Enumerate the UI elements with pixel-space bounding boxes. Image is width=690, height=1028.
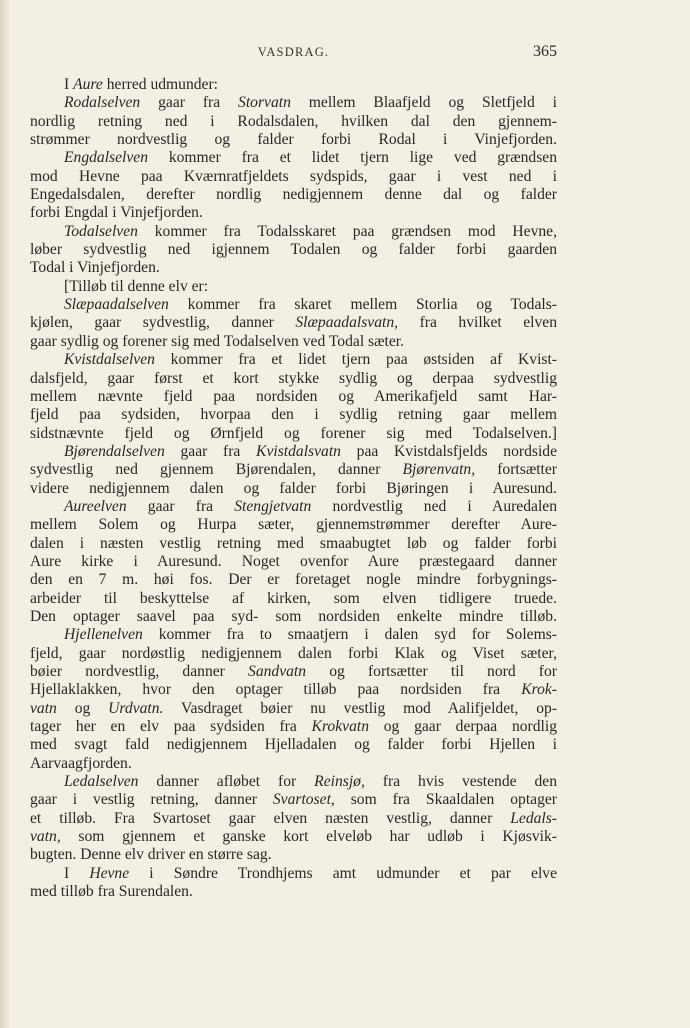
text-line: arbeider til beskyttelse af kirken, som elven tidligere truede.: [30, 589, 557, 607]
text-line: kjølen, gaar sydvestlig, danner Slæpaadalsvatn, fra hvilket elven: [30, 314, 557, 332]
text-line: den en 7 m. høi fos. Der er foretaget nogle mindre forbygnings-: [30, 571, 557, 589]
text-line: med svagt fald nedigjennem Hjelladalen og falder forbi Hjellen i: [30, 736, 557, 754]
paragraph: [30, 865, 557, 902]
text-line: videre nedigjennem dalen og falder forbi Bjøringen i Auresund.: [30, 479, 557, 497]
text-line: Slæpaadalselven kommer fra skaret mellem Storlia og Todals-: [64, 296, 557, 314]
text-line: med tilløb fra Surendalen.: [30, 883, 193, 901]
text-line: Aureelven gaar fra Stengjetvatn nordvestlig ned i Auredalen: [64, 497, 557, 515]
paragraph: [30, 351, 557, 443]
text-line: tager her en elv paa sydsiden fra Krokvatn og gaar derpaa nordlig: [30, 718, 557, 736]
paragraph: [30, 498, 557, 626]
paragraph: [30, 278, 557, 296]
text-line: bugten. Denne elv driver en større sag.: [30, 846, 272, 864]
paragraph: [30, 626, 557, 773]
text-line: mellem nævnte fjeld paa nordsiden og Amerikafjeld samt Har-: [30, 387, 557, 405]
page-header: [30, 45, 557, 65]
text-line: nordlig retning ned i Rodalsdalen, hvilken dal den gjennem-: [30, 112, 557, 130]
text-line: Ledalselven danner afløbet for Reinsjø, fra hvis vestende den: [64, 773, 558, 791]
text-line: Den optager saavel paa syd- som nordsiden enkelte mindre tilløb.: [30, 607, 557, 625]
text-line: [Tilløb til denne elv er:: [64, 277, 209, 295]
text-line: dalen i næsten vestlig retning med smaabugtet løb og falder forbi: [30, 534, 557, 552]
paragraph: [30, 223, 557, 278]
text-line: mellem Solem og Hurpa sæter, gjennemstrømmer derefter Aure-: [30, 516, 557, 534]
text-line: Todal i Vinjefjorden.: [30, 259, 160, 277]
text-line: Rodalselven gaar fra Storvatn mellem Blaafjeld og Sletfjeld i: [64, 94, 557, 112]
text-line: Hjellaklakken, hvor den optager tilløb paa nordsiden fra Krok-: [30, 681, 557, 699]
text-line: løber sydvestlig ned igjennem Todalen og falder forbi gaarden: [30, 241, 557, 259]
running-title: VASDRAG.: [257, 45, 330, 59]
body-text: [30, 76, 557, 901]
text-line: Engedalsdalen, derefter nordlig nedigjennem denne dal og falder: [30, 186, 557, 204]
text-line: gaar i vestlig retning, danner Svartoset, som fra Skaaldalen optager: [30, 791, 557, 809]
text-line: sydvestlig ned gjennem Bjørendalen, danner Bjørenvatn, fortsætter: [30, 461, 557, 479]
text-line: mod Hevne paa Kværnratfjeldets sydspids, gaar i vest ned i: [30, 167, 557, 185]
paragraph: [30, 149, 557, 222]
page-number: 365: [533, 43, 557, 60]
paragraph: [30, 443, 557, 498]
text-line: forbi Engdal i Vinjefjorden.: [30, 204, 203, 222]
text-line: gaar sydlig og forener sig med Todalselven ved Todal sæter.: [30, 332, 405, 350]
text-line: et tilløb. Fra Svartoset gaar elven næsten vestlig, danner Ledals-: [30, 809, 557, 827]
text-line: dalsfjeld, gaar først et kort stykke sydlig og derpaa sydvestlig: [30, 369, 557, 387]
text-line: sidstnævnte fjeld og Ørnfjeld og forener sig med Todalselven.]: [30, 424, 557, 442]
paragraph: [30, 94, 557, 149]
text-line: vatn og Urdvatn. Vasdraget bøier nu vestlig mod Aalifjeldet, op-: [30, 699, 558, 717]
text-line: I Aure herred udmunder:: [64, 76, 219, 93]
text-line: fjeld, gaar nordøstlig nedigjennem dalen forbi Klak og Viset sæter,: [30, 644, 557, 662]
text-line: Aarvaagfjorden.: [30, 754, 132, 772]
paragraph: [30, 296, 557, 351]
text-line: Kvistdalselven kommer fra et lidet tjern paa østsiden af Kvist-: [64, 351, 557, 369]
text-line: Aure kirke i Auresund. Noget ovenfor Aure præstegaard danner: [30, 552, 557, 570]
paragraph: [30, 773, 557, 865]
text-line: Bjørendalselven gaar fra Kvistdalsvatn paa Kvistdalsfjelds nordside: [64, 442, 557, 460]
text-line: Engdalselven kommer fra et lidet tjern lige ved grændsen: [64, 149, 557, 167]
page-edge-shadow: [0, 0, 9, 1028]
text-line: bøier nordvestlig, danner Sandvatn og fortsætter til nord for: [30, 663, 557, 680]
text-line: Hjellenelven kommer fra to smaatjern i dalen syd for Solems-: [64, 626, 557, 644]
paragraph: [30, 76, 557, 94]
text-line: Todalselven kommer fra Todalsskaret paa grændsen mod Hevne,: [64, 222, 557, 240]
text-line: strømmer nordvestlig og falder forbi Rodal i Vinjefjorden.: [30, 131, 557, 149]
text-line: I Hevne i Søndre Trondhjems amt udmunder et par elve: [64, 864, 557, 882]
text-line: fjeld paa sydsiden, hvorpaa den i sydlig retning gaar mellem: [30, 406, 557, 424]
text-line: vatn, som gjennem et ganske kort elveløb har udløb i Kjøsvik-: [30, 828, 557, 846]
